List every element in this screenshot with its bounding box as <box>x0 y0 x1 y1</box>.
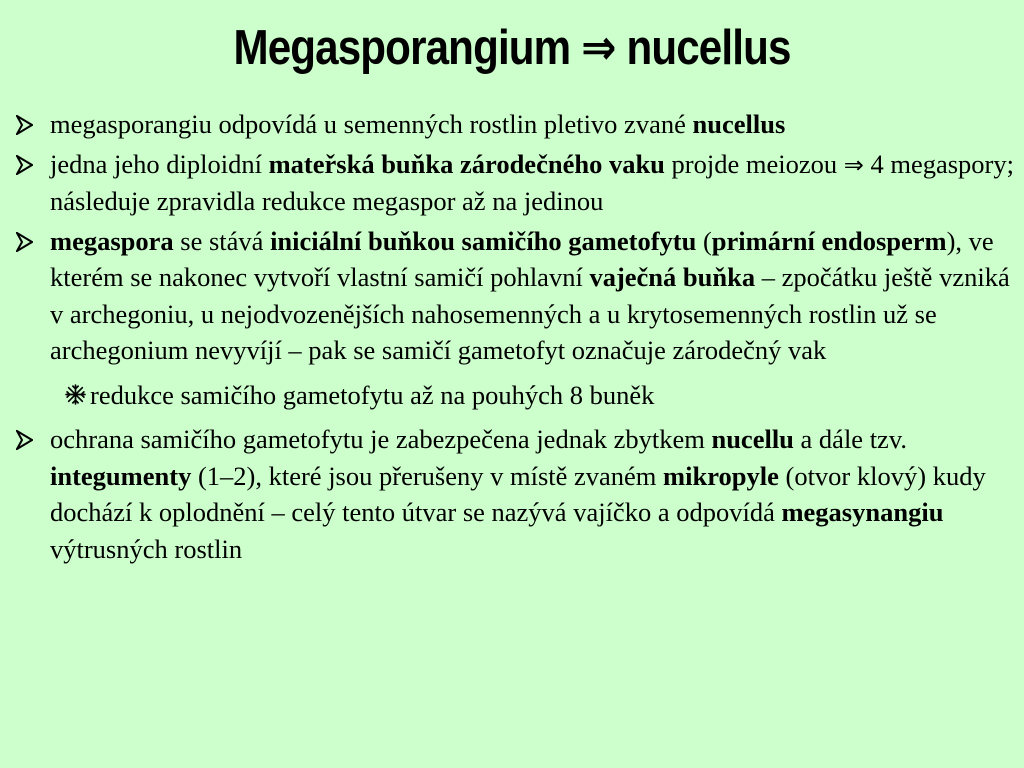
bullet-item-2 <box>16 146 1016 220</box>
bullet-4-text: ochrana samičího gametofytu je zabezpečena jednak zbytkem nucellu a dále tzv. integumenty (1–2), které jsou přerušeny v místě zvaném mikropyle (otvor klový) kudy dochází k oplodnění – celý tento útvar se nazývá vajíčko a odpovídá megasynangiu výtrusných rostlin <box>50 424 986 564</box>
sub-bullet-item <box>16 377 1016 414</box>
arrowhead-bullet-icon <box>16 232 33 252</box>
slide-content <box>16 106 1016 570</box>
bullet-1-text: megasporangiu odpovídá u semenných rostlin pletivo zvané nucellus <box>50 109 786 139</box>
implies-arrow-icon: ⇒ <box>581 19 616 76</box>
sub-bullet-text: redukce samičího gametofytu až na pouhých 8 buněk <box>90 379 655 410</box>
title-text-end: nucellus <box>626 21 791 75</box>
bullet-item-1 <box>16 106 1016 143</box>
snowflake-bullet-icon <box>65 384 86 405</box>
title-text-start: Megasporangium <box>233 21 571 75</box>
implies-arrow-icon: ⇒ <box>843 150 864 179</box>
arrowhead-bullet-icon <box>16 430 33 450</box>
bullet-2-text: jedna jeho diploidní mateřská buňka zárodečného vaku projde meiozou ⇒ 4 megaspory; následuje zpravidla redukce megaspor až na jedinou <box>50 148 1014 216</box>
bullet-item-3 <box>16 223 1016 369</box>
bullet-item-4 <box>16 421 1016 567</box>
arrowhead-bullet-icon <box>16 155 33 175</box>
slide-title <box>72 18 953 78</box>
arrowhead-bullet-icon <box>16 115 33 135</box>
bullet-3-text: megaspora se stává iniciální buňkou samičího gametofytu (primární endosperm), ve kterém se nakonec vytvoří vlastní samičí pohlavní vaječná buňka – zpočátku ještě vzniká v archegoniu, u nejodvozenějších nahosemenných a u krytosemenných rostlin už se archegonium nevyvíjí – pak se samičí gametofyt označuje zárodečný vak <box>50 225 1010 365</box>
